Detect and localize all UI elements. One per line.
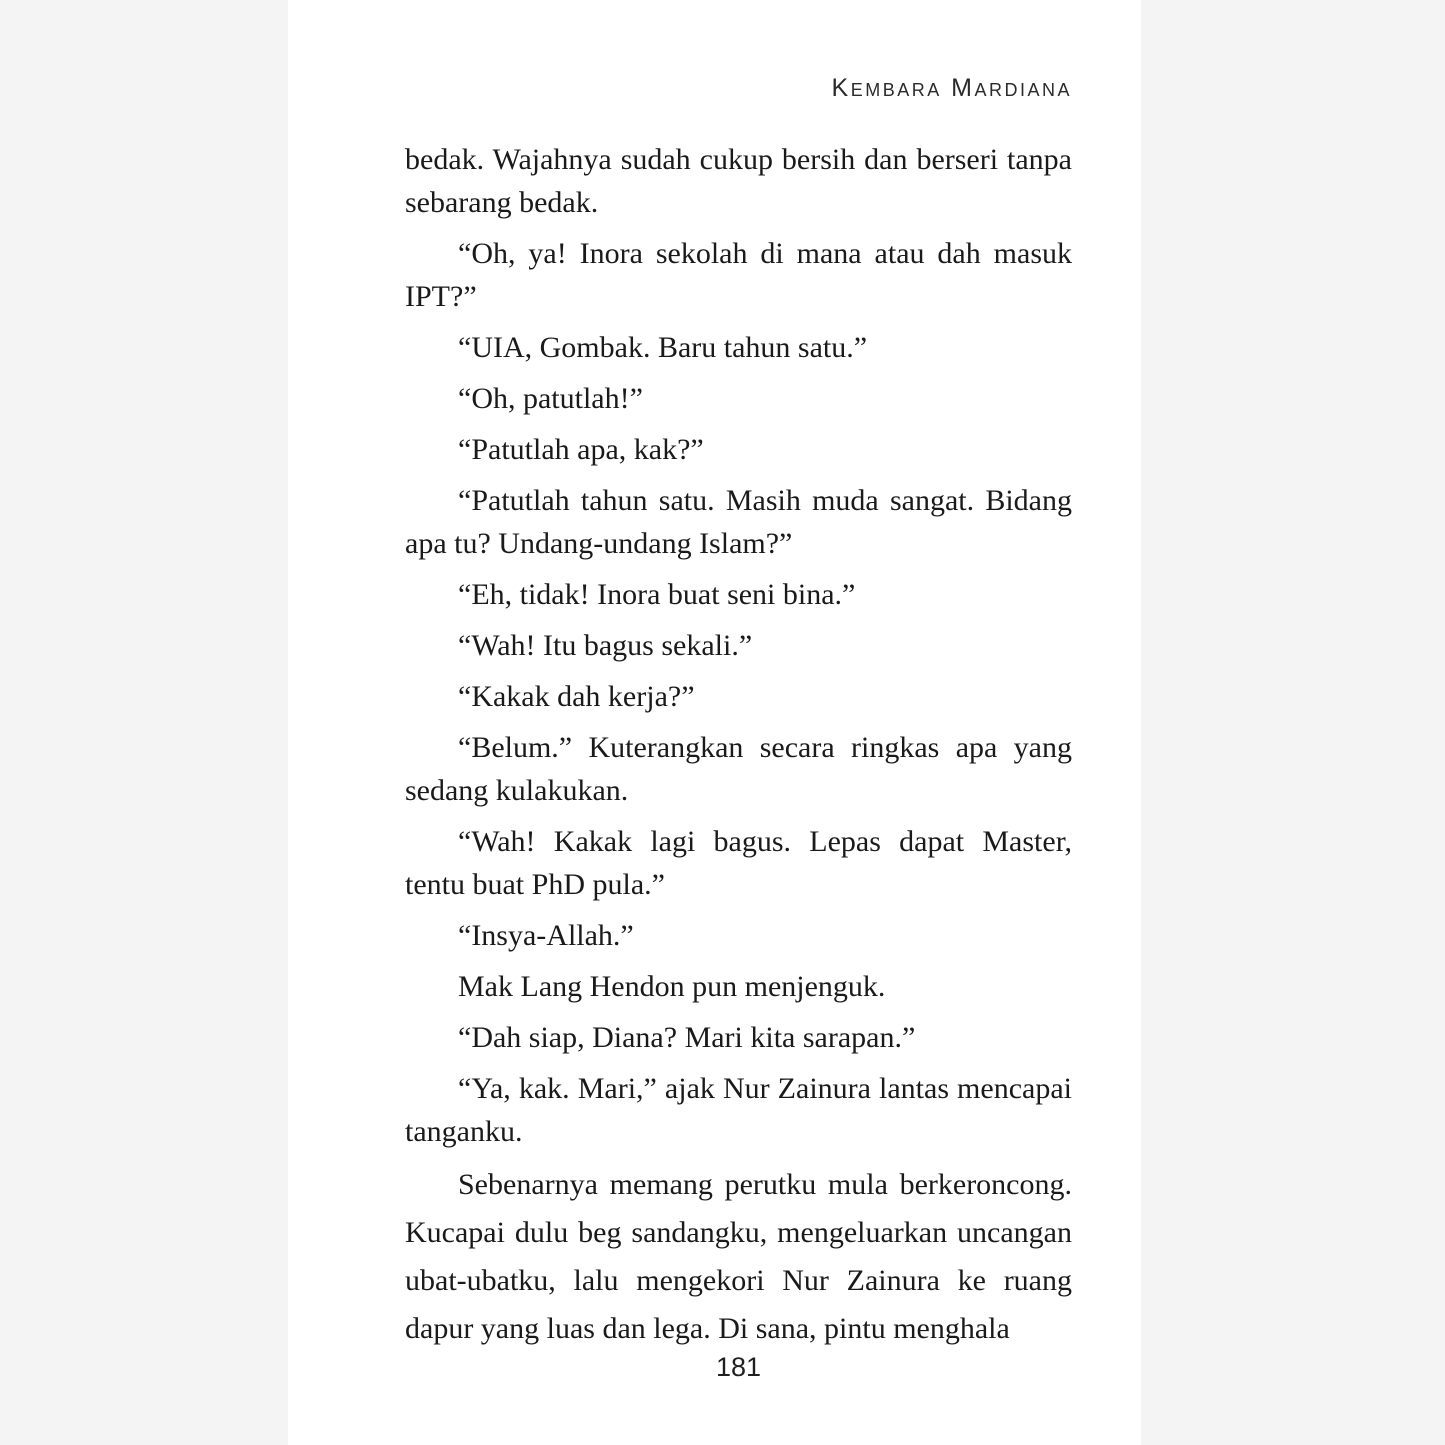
paragraph: “Insya-Allah.” — [458, 919, 634, 952]
paragraph: “Oh, patutlah!” — [458, 382, 643, 415]
paragraph: “Belum.” Kuterangkan secara ringkas apa yang sedang kulakukan. — [405, 731, 1072, 807]
body-text — [405, 138, 1072, 1353]
paragraph: bedak. Wajahnya sudah cukup bersih dan berseri tanpa sebarang bedak. — [405, 143, 1072, 219]
paragraph: “UIA, Gombak. Baru tahun satu.” — [458, 331, 868, 364]
paragraph: “Wah! Kakak lagi bagus. Lepas dapat Master, tentu buat PhD pula.” — [405, 825, 1072, 901]
page-number: 181 — [715, 1352, 762, 1382]
paragraph: Sebenarnya memang perutku mula berkeroncong. Kucapai dulu beg sandangku, mengeluarkan uncangan ubat-ubatku, lalu mengekori Nur Zainura ke ruang dapur yang luas dan lega. Di sana, pintu menghala — [405, 1168, 1072, 1345]
paragraph: “Patutlah tahun satu. Masih muda sangat. Bidang apa tu? Undang-undang Islam?” — [405, 484, 1072, 560]
paragraph: “Patutlah apa, kak?” — [458, 433, 704, 466]
paragraph: “Wah! Itu bagus sekali.” — [458, 629, 753, 662]
paragraph: “Kakak dah kerja?” — [458, 680, 695, 713]
paragraph: Mak Lang Hendon pun menjenguk. — [458, 970, 886, 1003]
paragraph: “Dah siap, Diana? Mari kita sarapan.” — [458, 1021, 916, 1054]
book-page — [288, 0, 1141, 1445]
paragraph: “Ya, kak. Mari,” ajak Nur Zainura lantas mencapai tanganku. — [405, 1072, 1072, 1148]
paragraph: “Eh, tidak! Inora buat seni bina.” — [458, 578, 856, 611]
paragraph: “Oh, ya! Inora sekolah di mana atau dah masuk IPT?” — [405, 237, 1072, 313]
running-header: Kembara Mardiana — [831, 74, 1072, 102]
